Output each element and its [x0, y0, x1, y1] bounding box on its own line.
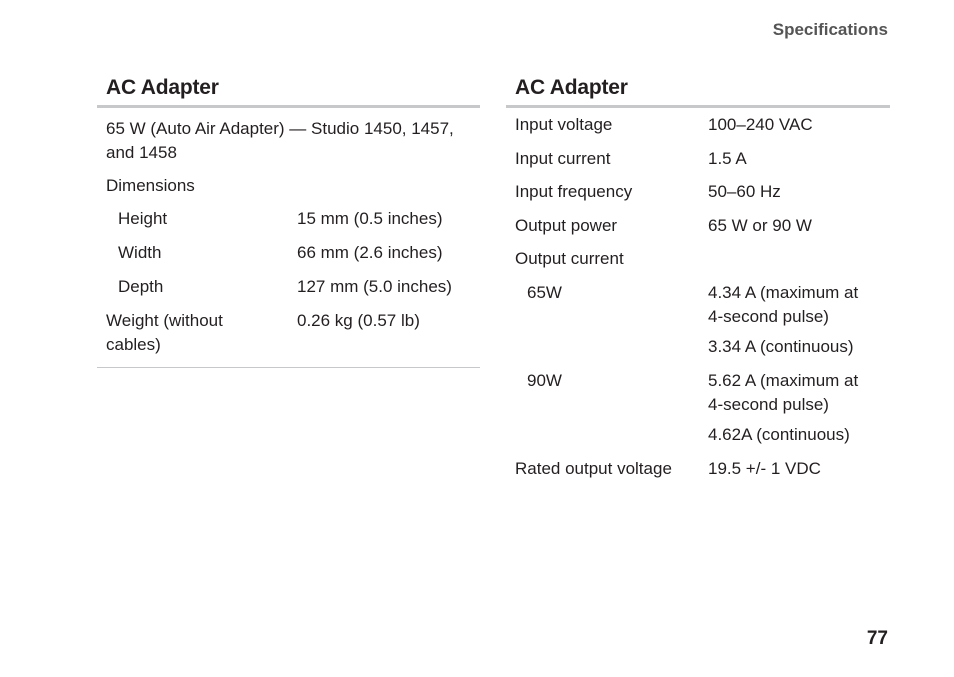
table-row [506, 113, 890, 137]
row-label: Width [118, 243, 162, 262]
row-value: 4.34 A (maximum at 4-second pulse) [708, 282, 859, 326]
table-row [97, 309, 480, 357]
row-value-continuous: 3.34 A (continuous) [708, 336, 854, 356]
model-text: 65 W (Auto Air Adapter) — Studio 1450, 1457, and 1458 [106, 119, 454, 162]
row-value: 50–60 Hz [708, 182, 781, 202]
section-title: AC Adapter [506, 74, 890, 108]
row-value: 15 mm (0.5 inches) [297, 209, 443, 228]
row-label: 65W [527, 282, 562, 302]
row-value: 5.62 A (maximum at 4-second pulse) [708, 370, 859, 414]
table-row [506, 457, 890, 481]
table-row [506, 423, 890, 447]
row-label: Input voltage [515, 115, 613, 134]
row-label: Rated output voltage [515, 458, 672, 478]
table-row [506, 247, 890, 271]
dimensions-label: Dimensions [106, 176, 195, 195]
table-bottom-rule [97, 367, 480, 368]
row-value: 127 mm (5.0 inches) [297, 277, 452, 296]
row-value: 1.5 A [708, 148, 747, 168]
table-row [506, 147, 890, 171]
page-number: 77 [866, 628, 888, 649]
row-value: 100–240 VAC [708, 115, 813, 134]
table-row [97, 275, 480, 299]
table-row [506, 369, 890, 417]
running-head: Specifications [772, 20, 888, 39]
table-row [506, 281, 890, 329]
row-label: Output power [515, 215, 618, 235]
row-label: Output current [515, 249, 624, 269]
row-value: 66 mm (2.6 inches) [297, 243, 443, 262]
ac-adapter-physical-table [97, 74, 480, 368]
table-row [97, 241, 480, 265]
row-label: Height [118, 209, 168, 228]
table-row [97, 207, 480, 231]
table-body [97, 108, 480, 368]
row-value: 65 W or 90 W [708, 215, 812, 235]
row-value: 0.26 kg (0.57 lb) [297, 311, 420, 330]
table-body [506, 108, 890, 481]
row-value: 19.5 +/- 1 VDC [708, 458, 821, 478]
ac-adapter-electrical-table [506, 74, 890, 491]
row-label: Input current [515, 148, 611, 168]
table-row [506, 180, 890, 204]
table-row [506, 335, 890, 359]
section-title: AC Adapter [97, 74, 480, 108]
row-label: 90W [527, 370, 562, 390]
row-label: Depth [118, 277, 164, 296]
row-label: Input frequency [515, 182, 633, 202]
row-label: Weight (without cables) [106, 311, 223, 354]
row-value-continuous: 4.62A (continuous) [708, 424, 850, 444]
table-row [506, 214, 890, 238]
